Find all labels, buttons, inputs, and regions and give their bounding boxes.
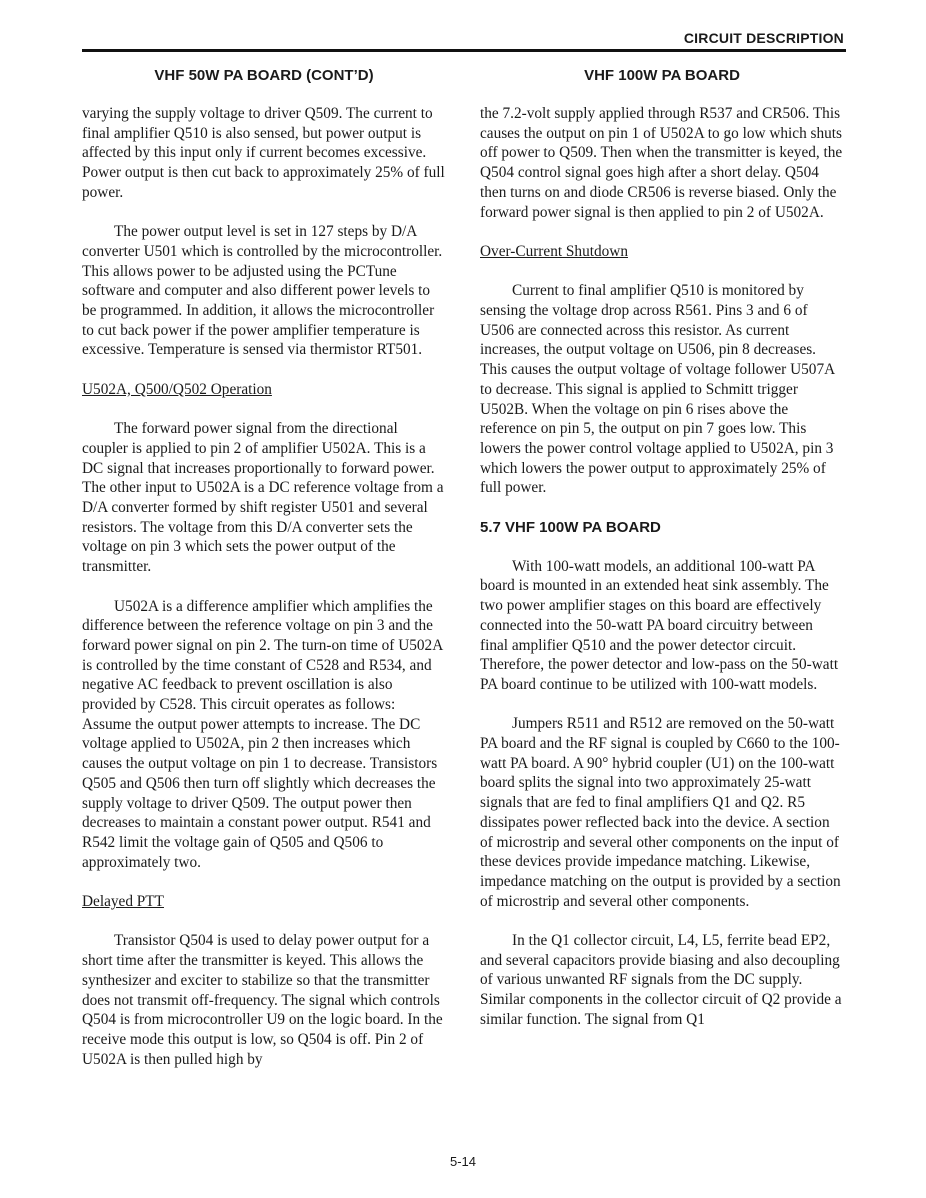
paragraph: The forward power signal from the directional coupler is applied to pin 2 of amplifier U502A. This is a DC signal that increases proportionally to forward power. The other input to U502A is a DC reference voltage from a D/A converter formed by shift register U501 and several resistors. The voltage from this D/A converter sets the voltage on pin 3 which sets the power output of the transmitter. xyxy=(82,420,444,576)
header-rule xyxy=(82,49,846,52)
paragraph: The power output level is set in 127 steps by D/A converter U501 which is controlled by the microcontroller. This allows power to be adjusted using the PCTune software and computer and also different power levels to be programmed. In addition, it allows the microcontroller to cut back power if the power amplifier temperature is excessive. Temperature is sensed via thermistor RT501. xyxy=(82,223,443,359)
page-number: 5-14 xyxy=(449,1154,477,1169)
paragraph: the 7.2-volt supply applied through R537 and CR506. This causes the output on pin 1 of U502A to go low which shuts off power to Q509. Then when the transmitter is keyed, the Q504 control signal goes high after a short delay. Q504 then turns on and diode CR506 is reverse biased. Only the forward power signal is then applied to pin 2 of U502A. xyxy=(480,105,843,221)
paragraph: Jumpers R511 and R512 are removed on the 50-watt PA board and the RF signal is coupled by C660 to the 100-watt PA board. A 90° hybrid coupler (U1) on the 100-watt board splits the signal into two approximately 25-watt signals that are fed to final amplifiers Q1 and Q2. R5 dissipates power reflected back into the device. A section of microstrip and several other components on the input of these devices provide impedance matching. Likewise, impedance matching on the output is provided by a section of microstrip and several other components. xyxy=(480,715,841,910)
paragraph: Transistor Q504 is used to delay power output for a short time after the transmitter is keyed. This allows the synthesizer and exciter to stabilize so that the transmitter does not transmit off-frequency. The signal which controls Q504 is from microcontroller U9 on the logic board. In the receive mode this output is low, so Q504 is off. Pin 2 of U502A is then pulled high by xyxy=(82,932,443,1068)
left-column xyxy=(82,66,446,1089)
running-header: CIRCUIT DESCRIPTION xyxy=(683,30,844,46)
paragraph: With 100-watt models, an additional 100-watt PA board is mounted in an extended heat sink assembly. The two power amplifier stages on this board are effectively connected into the 50-watt PA board circuitry between final amplifier Q510 and the power detector circuit. Therefore, the power detector and low-pass on the 50-watt PA board continue to be utilized with 100-watt models. xyxy=(480,557,839,693)
paragraph: U502A is a difference amplifier which amplifies the difference between the reference voltage on pin 3 and the forward power signal on pin 2. The turn-on time of U502A is controlled by the time constant of C528 and R534, and negative AC feedback to prevent oscillation is also provided by C528. This circuit operates as follows: Assume the output power attempts to increase. The DC voltage applied to U502A, pin 2 then increases which causes the output voltage on pin 1 to decrease. Transistors Q505 and Q506 then turn off slightly which decreases the supply voltage to driver Q509. The output power then decreases to maintain a constant power output. R541 and R542 limit the voltage gain of Q505 and Q506 to approximately two. xyxy=(82,597,443,871)
subheading-u502a-operation: U502A, Q500/Q502 Operation xyxy=(82,380,272,398)
left-column-title: VHF 50W PA BOARD (CONT’D) xyxy=(154,67,374,84)
subheading-over-current-shutdown: Over-Current Shutdown xyxy=(480,242,628,260)
subheading-delayed-ptt: Delayed PTT xyxy=(82,893,164,911)
section-heading-5-7: 5.7 VHF 100W PA BOARD xyxy=(480,518,661,536)
right-column xyxy=(480,66,844,1049)
paragraph: In the Q1 collector circuit, L4, L5, ferrite bead EP2, and several capacitors provide biasing and also decoupling of various unwanted RF signals from the DC supply. Similar components in the collector circuit of Q2 provide a similar function. The signal from Q1 xyxy=(480,932,842,1028)
paragraph: varying the supply voltage to driver Q509. The current to final amplifier Q510 is also sensed, but power output is affected by this input only if current becomes excessive. Power output is then cut back to approximately 25% of full power. xyxy=(82,105,445,201)
paragraph: Current to final amplifier Q510 is monitored by sensing the voltage drop across R561. Pins 3 and 6 of U506 are connected across this resistor. As current increases, the output voltage on U506, pin 8 decreases. This causes the output voltage of voltage follower U507A to decrease. This signal is applied to Schmitt trigger U502B. When the voltage on pin 6 rises above the reference on pin 5, the output on pin 7 goes low. This lowers the power control voltage applied to U502A, pin 3 which lowers the power output to approximately 25% of full power. xyxy=(480,282,835,497)
right-column-title: VHF 100W PA BOARD xyxy=(584,67,740,84)
